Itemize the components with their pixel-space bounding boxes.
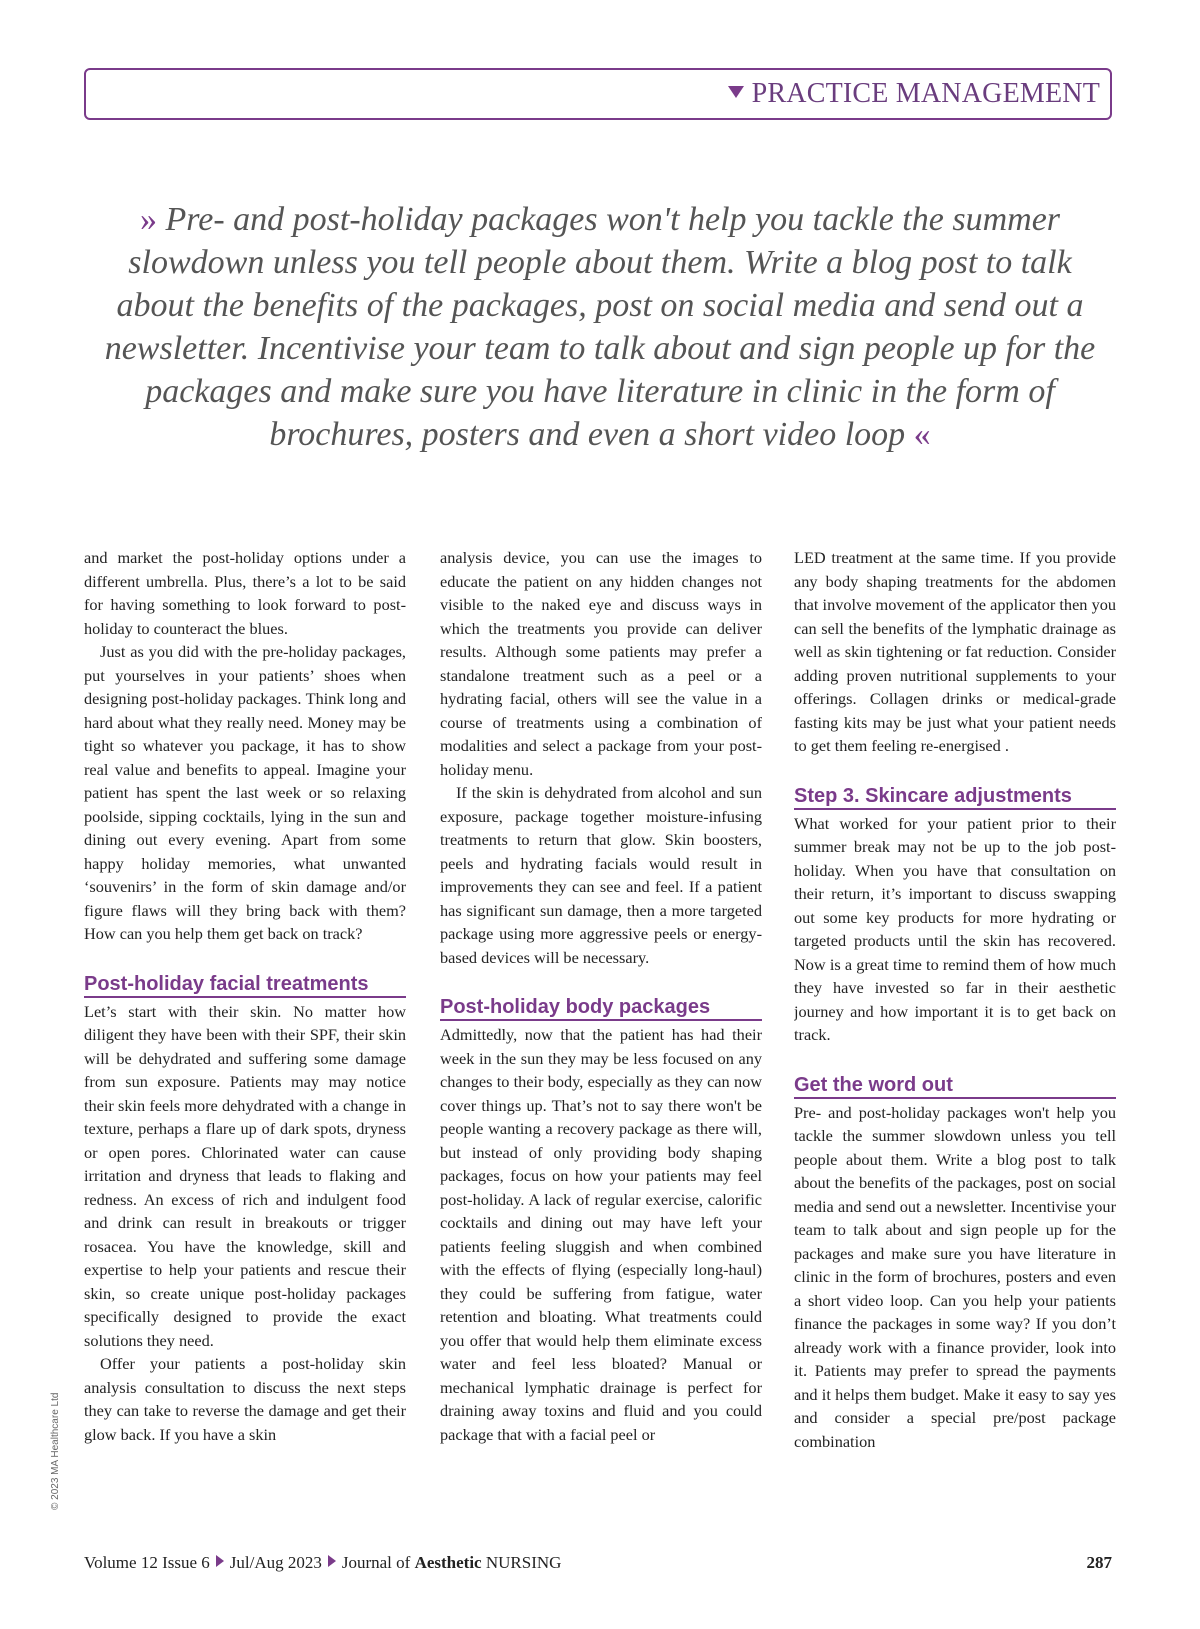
page-footer — [84, 1553, 1112, 1577]
paragraph: and market the post-holiday options under a different umbrella. Plus, there’s a lot to be said for having something to look forward to post-holiday to counteract the blues. — [84, 548, 406, 638]
paragraph: Let’s start with their skin. No matter how diligent they have been with their SPF, their skin will be dehydrated and suffering some damage from sun exposure. Patients may may notice their skin feels more dehydrated with a change in texture, perhaps a flare up of dark spots, dryness or open pores. Chlorinated water can cause irritation and dryness that leads to flaking and redness. An excess of rich and indulgent food and drink can result in breakouts or trigger rosacea. You have the knowledge, skill and expertise to help your patients and rescue their skin, so create unique post-holiday packages specifically designed to provide the exact solutions they need. — [84, 1001, 406, 1350]
paragraph: Offer your patients a post-holiday skin analysis consultation to discuss the next steps they can take to reverse the damage and get their glow back. If you have a skin — [84, 1354, 406, 1444]
section-header-box — [84, 68, 1112, 120]
paragraph: analysis device, you can use the images to educate the patient on any hidden changes not visible to the naked eye and discuss ways in which the treatments you provide can deliver results. Although some patients may prefer a standalone treatment such as a peel or a hydrating facial, others will see the value in a course of treatments using a combination of modalities and select a package from your post-holiday menu. — [440, 548, 762, 779]
page-number: 287 — [1086, 1553, 1112, 1572]
footer-volume: Volume 12 Issue 6 — [84, 1553, 210, 1572]
section-header — [728, 78, 1100, 110]
footer-date: Jul/Aug 2023 — [229, 1553, 322, 1572]
section-heading-word-out: Get the word out — [794, 1073, 1116, 1099]
footer-citation — [84, 1553, 561, 1573]
section-heading-facial: Post-holiday facial treatments — [84, 972, 406, 998]
triangle-right-icon — [216, 1555, 224, 1567]
column-3 — [794, 546, 1116, 1516]
section-heading-body: Post-holiday body packages — [440, 995, 762, 1021]
paragraph: What worked for your patient prior to their summer break may not be up to the job post-holiday. When you have that consultation on their return, it’s important to discuss swapping out some key products for more hydrating or targeted products until the skin has recovered. Now is a great time to remind them of how much they have invested so far in their aesthetic journey and how important it is to get back on track. — [794, 813, 1116, 1044]
paragraph: Admittedly, now that the patient has had their week in the sun they may be less focused on any changes to their body, especially as they can now cover things up. That’s not to say there won't be people wanting a recovery package as there will, but instead of only providing body shaping packages, focus on how your patients may feel post-holiday. A lack of regular exercise, calorific cocktails and dining out may have left your patients feeling sluggish and when combined with the effects of flying (especially long-haul) they could be suffering from fatigue, water retention and bloating. What treatments could you offer that would help them eliminate excess water and feel less bloated? Manual or mechanical lymphatic drainage is perfect for draining away toxins and fluid and you could package that with a facial peel or — [440, 1025, 762, 1444]
footer-journal-prefix: Journal of — [341, 1553, 411, 1572]
pull-quote — [100, 198, 1100, 456]
section-title: PRACTICE MANAGEMENT — [751, 78, 1100, 109]
paragraph: If the skin is dehydrated from alcohol and sun exposure, package together moisture-infusing treatments to return that glow. Skin boosters, peels and hydrating facials would result in improvements they can see and feel. If a patient has significant sun damage, then a more targeted package using more aggressive peels or energy-based devices will be necessary. — [440, 783, 762, 967]
footer-journal-suffix: NURSING — [485, 1553, 562, 1572]
column-1 — [84, 546, 406, 1516]
triangle-right-icon — [328, 1555, 336, 1567]
section-heading-skincare: Step 3. Skincare adjustments — [794, 784, 1116, 810]
paragraph: LED treatment at the same time. If you provide any body shaping treatments for the abdomen that involve movement of the applicator then you can sell the benefits of the lymphatic drainage as well as skin tightening or fat reduction. Consider adding proven nutritional supplements to your offerings. Collagen drinks or medical-grade fasting kits may be just what your patient needs to get them feeling re-energised . — [794, 548, 1116, 755]
quote-close-mark: « — [913, 416, 931, 453]
pull-quote-text: Pre- and post-holiday packages won't help you tackle the summer slowdown unless you tell people about them. Write a blog post to talk about the benefits of the packages, post on social media and send out a newsletter. Incentivise your team to talk about and sign people up for the packages and make sure you have literature in clinic in the form of brochures, posters and even a short video loop — [104, 201, 1096, 453]
quote-open-mark: » — [139, 201, 157, 238]
paragraph: Pre- and post-holiday packages won't help you tackle the summer slowdown unless you tell people about them. Write a blog post to talk about the benefits of the packages, post on social media and send out a newsletter. Incentivise your team to talk about and sign people up for the packages and make sure you have literature in clinic in the form of brochures, posters and even a short video loop. Can you help your patients finance the packages in some way? If you don’t already work with a finance provider, look into it. Patients may prefer to spread the payments and it helps them budget. Make it easy to say yes and consider a special pre/post package combination — [794, 1102, 1116, 1451]
paragraph: Just as you did with the pre-holiday packages, put yourselves in your patients’ shoes when designing post-holiday packages. Think long and hard about what they really need. Money may be tight so whatever you package, it has to show real value and benefits to appeal. Imagine your patient has spent the last week or so relaxing poolside, sipping cocktails, lying in the sun and dining out every evening. Apart from some happy holiday memories, what unwanted ‘souvenirs’ in the form of skin damage and/or figure flaws will they bring back with them? How can you help them get back on track? — [84, 642, 406, 943]
copyright-notice: © 2023 MA Healthcare Ltd — [50, 1392, 61, 1510]
column-2 — [440, 546, 762, 1516]
triangle-down-icon — [728, 86, 744, 98]
footer-journal-bold: Aesthetic — [414, 1553, 482, 1572]
